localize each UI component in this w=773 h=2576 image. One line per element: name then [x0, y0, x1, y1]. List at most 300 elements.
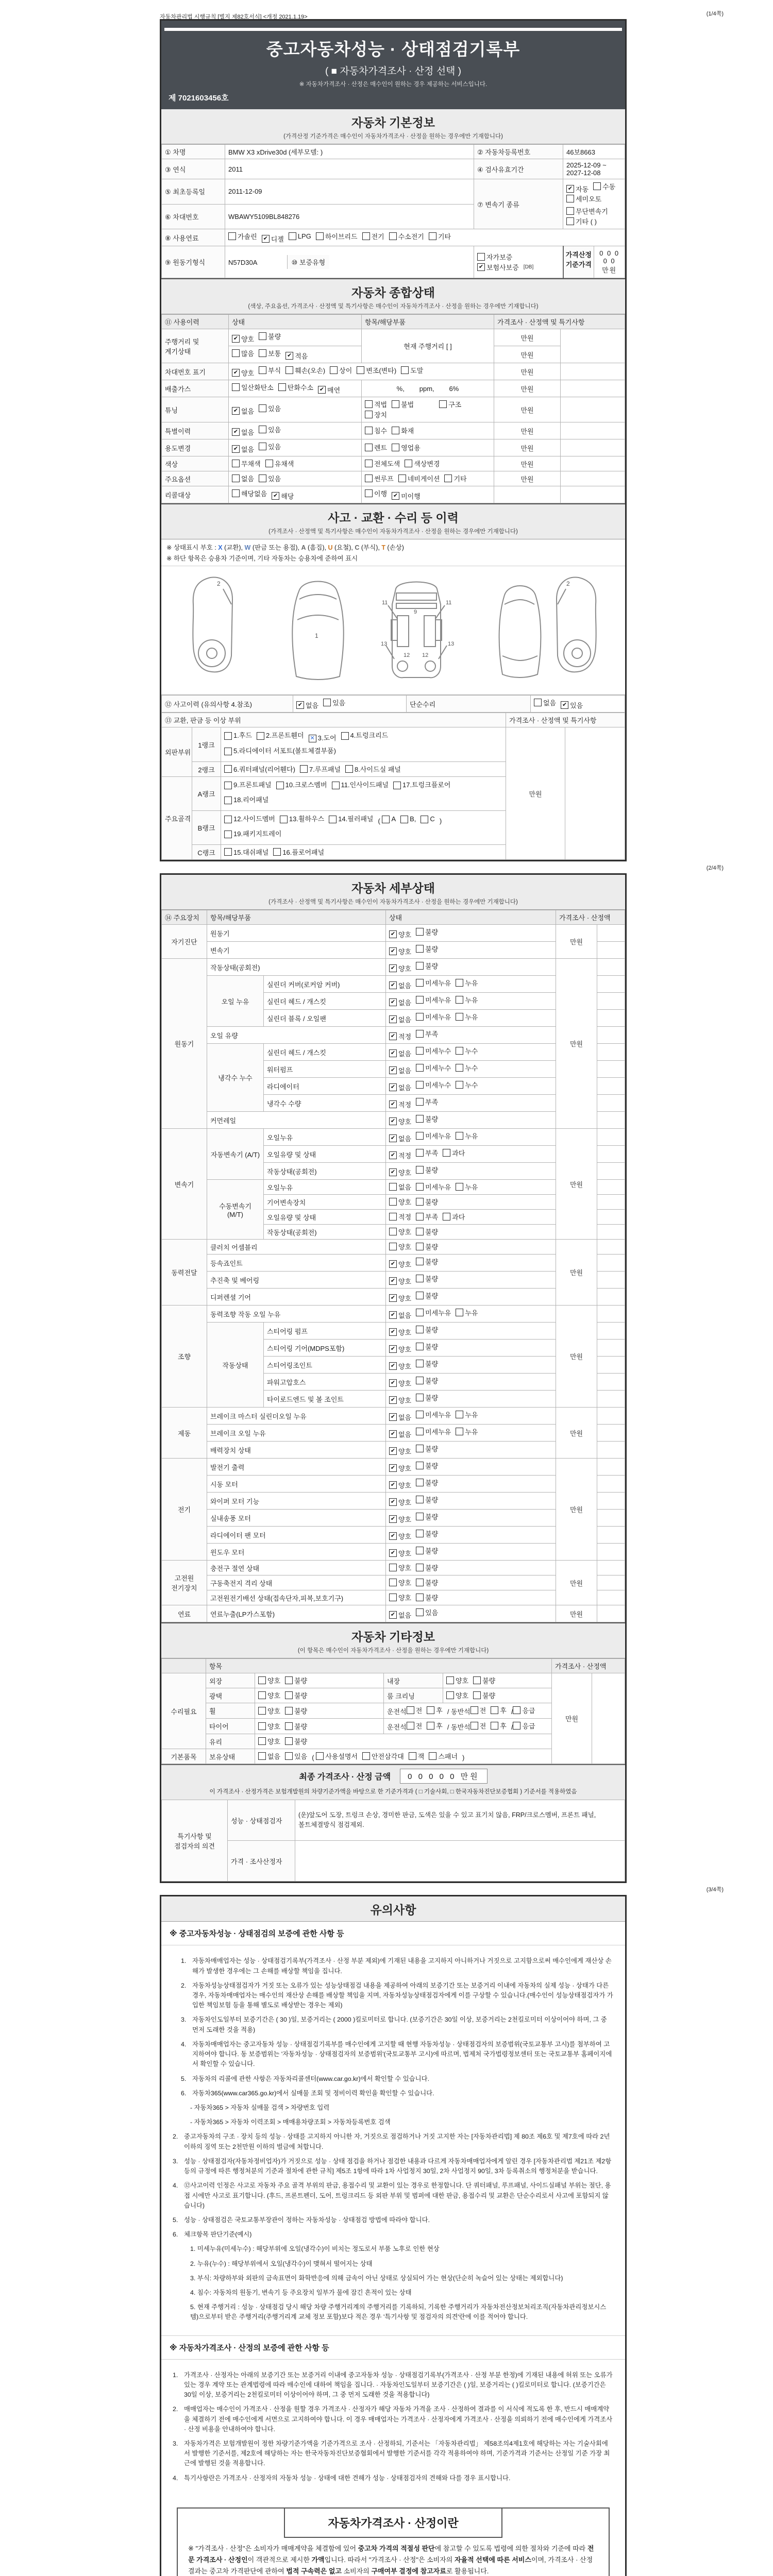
checkbox-label: 18.리어패널 [233, 795, 269, 804]
checkbox-있음[interactable] [323, 698, 345, 707]
checkbox-부족[interactable] [416, 1029, 438, 1039]
notice-title-band [161, 1896, 625, 1922]
checkbox-이행[interactable] [365, 488, 387, 498]
checkbox-수소전기[interactable] [389, 231, 424, 241]
checkbox-색상변경[interactable] [405, 459, 440, 468]
checkbox-구조[interactable] [439, 399, 461, 409]
checkbox-1.후드[interactable] [224, 730, 252, 742]
checkbox-label: 미세누수 [425, 1064, 451, 1073]
checkbox-있음[interactable] [259, 403, 281, 413]
item-number: 6. [173, 2231, 178, 2239]
text: ] [450, 343, 452, 350]
checkbox-없음[interactable]: ✔ 없음 [389, 1429, 411, 1439]
status-checks [386, 1255, 556, 1272]
checkbox-없음[interactable]: ✔ 없음 [389, 1133, 411, 1143]
checkbox-불량[interactable] [416, 1376, 438, 1385]
checkbox-양호[interactable]: ✔ 양호 [389, 1531, 411, 1541]
detail-row [162, 925, 625, 942]
checkbox-label: 네비게이션 [407, 475, 440, 483]
checkbox-없음[interactable]: ✔ 없음 [232, 444, 254, 454]
checkbox-양호[interactable]: ✔ 양호 [389, 1378, 411, 1388]
checkbox-8.사이드실 패널[interactable] [345, 764, 401, 774]
checkbox-불량[interactable] [416, 944, 438, 954]
checkbox-양호[interactable]: ✔ 양호 [389, 1344, 411, 1354]
checkbox-양호[interactable]: ✔ 양호 [389, 1259, 411, 1269]
status-code: U [328, 544, 333, 551]
checkbox-없음[interactable]: ✔ 없음 [232, 427, 254, 437]
checkbox-3.도어[interactable]: ✕ 3.도어 [309, 732, 337, 745]
checkbox-없음[interactable]: ✔ 없음 [389, 1082, 411, 1092]
checkbox-응급[interactable] [513, 1721, 535, 1731]
text: ※ 상태표시 부호 : [166, 544, 219, 551]
checkbox-무단변속기[interactable] [566, 206, 608, 216]
checkbox-label: 불량 [425, 928, 439, 937]
checkbox-전[interactable] [470, 1721, 486, 1731]
checkbox-불량[interactable] [285, 1690, 307, 1700]
checkbox-적정[interactable]: ✔ 적정 [389, 1099, 411, 1109]
checkbox-누유[interactable] [456, 1012, 478, 1022]
checkbox-양호[interactable] [389, 1227, 411, 1236]
checkbox-2.프론트휀더[interactable] [257, 730, 304, 742]
checkbox-누유[interactable] [456, 1131, 478, 1141]
checkbox-없음[interactable] [534, 698, 556, 707]
checkbox-불량[interactable] [285, 1675, 307, 1685]
price-cell: 만원 [556, 1561, 597, 1605]
checkbox-누유[interactable] [456, 1427, 478, 1436]
checkbox-14.필러패널[interactable] [329, 813, 373, 826]
checkbox-양호[interactable]: ✔ 양호 [389, 1327, 411, 1337]
checkbox-양호[interactable] [389, 1242, 411, 1251]
checkbox-불량[interactable] [416, 1444, 438, 1453]
checkbox-매연[interactable]: ✔ 매연 [318, 385, 340, 395]
checkbox-수동[interactable] [593, 181, 615, 191]
checkbox-불량[interactable] [416, 927, 438, 937]
checkbox-기타[interactable] [429, 231, 451, 241]
checkbox-없음[interactable]: ✔ 없음 [389, 1014, 411, 1024]
checkbox-label: 누수 [465, 1081, 478, 1090]
checkbox-적법[interactable] [365, 399, 387, 409]
checkbox-LPG[interactable] [289, 232, 311, 240]
checkbox-불량[interactable] [473, 1690, 495, 1700]
checkbox-누수[interactable] [456, 1063, 478, 1073]
section-title: 유의사항 [370, 1903, 416, 1917]
checkbox-부족[interactable] [416, 1097, 438, 1107]
checkbox-상이[interactable] [330, 365, 352, 375]
checkbox-양호[interactable]: ✔ 양호 [389, 1514, 411, 1524]
checkbox-양호[interactable] [446, 1675, 468, 1685]
text: ) [439, 817, 442, 825]
checkbox-label: 자동 [576, 185, 589, 193]
checkbox-무채색[interactable] [232, 459, 261, 468]
checkbox-보험사보증[interactable]: ✔ 보험사보증 [477, 262, 519, 272]
checkbox-label: 없음 [398, 1431, 412, 1439]
checkbox-일산화탄소[interactable] [232, 382, 274, 392]
checkbox-양호[interactable]: ✔ 양호 [389, 929, 411, 939]
checkbox-label: 양호 [241, 369, 255, 377]
odometer-checks [229, 346, 362, 363]
checkbox-불량[interactable] [416, 1461, 438, 1470]
checkbox-미세누수[interactable] [416, 1046, 451, 1056]
checkbox-불량[interactable] [416, 1578, 438, 1587]
detail-row [162, 1323, 625, 1340]
checkbox-없음[interactable] [258, 1751, 280, 1761]
checkbox-양호[interactable]: ✔ 양호 [389, 1446, 411, 1456]
checkbox-불량[interactable] [416, 1274, 438, 1283]
final-price-note: 이 가격조사 · 산정가격은 보험개발원의 차량기준가액을 바탕으로 한 기준가격과 ( □ 기술사회, □ 한국자동차진단보증협회 ) 기준서를 적용하였음 [161, 1787, 625, 1800]
checkbox-스패너[interactable] [429, 1751, 458, 1761]
checkbox-없음[interactable]: ✔ 없음 [389, 980, 411, 990]
checkbox-양호[interactable]: ✔ 양호 [389, 1463, 411, 1473]
checkbox-불량[interactable] [416, 1325, 438, 1334]
checkbox-양호[interactable]: ✔ 양호 [389, 1167, 411, 1177]
checkbox-적음[interactable]: ✔ 적음 [285, 351, 308, 361]
note-cell [597, 942, 625, 959]
text: / 동반석 [447, 1723, 470, 1732]
checkbox-누유[interactable] [456, 995, 478, 1005]
checkbox-label: 불량 [425, 1462, 439, 1470]
checkbox-있음[interactable] [285, 1751, 307, 1761]
checkbox-불량[interactable] [416, 1512, 438, 1521]
status-checks [386, 976, 556, 993]
checkbox-없음[interactable] [232, 473, 254, 483]
checkbox-양호[interactable]: ✔ 양호 [389, 1293, 411, 1303]
section-accident-header [161, 503, 625, 539]
checkbox-유채색[interactable] [265, 459, 294, 468]
checkbox-9.프론트패널[interactable] [224, 779, 272, 792]
detail-row [162, 1044, 625, 1061]
checkbox-응급[interactable] [513, 1705, 535, 1715]
checkbox-있음[interactable] [259, 473, 281, 483]
checkbox-장치[interactable] [365, 410, 387, 419]
checkbox-4.트렁크리드[interactable] [341, 730, 389, 742]
checkbox-불량[interactable] [416, 961, 438, 971]
checkbox-부족[interactable] [416, 1212, 438, 1222]
checkbox-미세누유[interactable] [416, 1308, 451, 1317]
checkbox-보통[interactable] [259, 348, 281, 358]
checkbox-17.트렁크플로어[interactable] [393, 779, 450, 792]
checkbox-양호[interactable]: ✔ 양호 [389, 946, 411, 956]
checkbox-label: 양호 [398, 1169, 412, 1177]
checkbox-잭[interactable] [409, 1751, 425, 1761]
checkbox-미세누수[interactable] [416, 1063, 451, 1073]
checkbox-해당[interactable]: ✔ 해당 [272, 491, 294, 501]
checkbox-영업용[interactable] [392, 443, 421, 452]
checkbox-있음[interactable] [259, 425, 281, 434]
checkbox-양호[interactable] [389, 1563, 411, 1572]
checkbox-하이브리드[interactable] [316, 231, 358, 241]
checkbox-label: 없음 [398, 1183, 412, 1192]
checkbox-불량[interactable] [416, 1563, 438, 1572]
checkbox-없음[interactable]: ✔ 없음 [389, 1048, 411, 1058]
checkbox-양호[interactable] [258, 1706, 280, 1716]
checkbox-양호[interactable]: ✔ 양호 [389, 1548, 411, 1558]
checkbox-B,[interactable] [400, 813, 416, 826]
checkbox-없음[interactable]: ✔ 없음 [389, 1610, 411, 1620]
checkbox-19.패키지트레이[interactable] [224, 828, 281, 841]
checkbox-화재[interactable] [392, 426, 414, 435]
checkbox-label: 수동 [602, 183, 616, 191]
checkbox-기타[interactable] [444, 473, 466, 483]
note-cell [597, 1357, 625, 1374]
checkbox-전[interactable] [470, 1705, 486, 1715]
checkbox-누유[interactable] [456, 1410, 478, 1419]
checkbox-적정[interactable]: ✔ 적정 [389, 1031, 411, 1041]
checkbox-없음[interactable] [389, 1182, 411, 1192]
item-text: 가격조사 · 산정자는 아래의 보증기간 또는 보증거리 이내에 중고자동차 성능 · 상태점검기록부(가격조사 · 산정 부분 한정)에 기재된 내용에 허위 또는 오류가 있는 경우 계약 또는 관계법령에 따라 매수인에 대하여 책임을 집니다. · 자동차인도일부터 보증기간은 ( )일, 보증거리는 ( )킬로미터로 합니다. (보증기간은 30일 이상, 보증거리는 2천킬로미터 이상이어야 하며, 그 중 먼저 도래한 것을 적용합니다) [184, 2371, 613, 2399]
checkbox-불량[interactable] [285, 1706, 307, 1716]
first-reg-date-value: 2011-12-09 [225, 179, 474, 205]
checkbox-양호[interactable]: ✔ 양호 [389, 1497, 411, 1507]
checkbox-있음[interactable] [416, 1607, 438, 1617]
checkbox-label: 12.사이드멤버 [233, 815, 275, 823]
bold-text: 법적 구속력은 없고 [286, 2567, 342, 2575]
checkbox-양호[interactable] [389, 1578, 411, 1587]
checkbox-양호[interactable]: ✔ 양호 [232, 334, 254, 344]
checkbox-13.휠하우스[interactable] [280, 813, 324, 826]
item-label: 브레이크 오일 누유 [207, 1425, 386, 1442]
checkbox-전[interactable] [407, 1705, 423, 1715]
checkbox-없음[interactable]: ✔ 없음 [389, 1065, 411, 1075]
checkbox-후[interactable] [491, 1705, 507, 1715]
detail-row [162, 1527, 625, 1544]
checkbox-미세누유[interactable] [416, 1182, 451, 1192]
checkbox-label: 불량 [294, 1722, 308, 1731]
checkbox-16.플로어패널[interactable] [273, 847, 324, 857]
checkbox-label: 미세누유 [425, 1309, 451, 1317]
checkbox-많음[interactable] [232, 348, 254, 358]
header-inner-bar [164, 28, 622, 31]
checkbox-세미오토[interactable] [566, 194, 601, 204]
checkbox-label: 응급 [522, 1707, 535, 1715]
checkbox-있음[interactable] [259, 442, 281, 451]
checkbox-불량[interactable] [416, 1165, 438, 1175]
checkbox-렌트[interactable] [365, 443, 387, 452]
checkbox-18.리어패널[interactable] [224, 794, 268, 807]
checkbox-전[interactable] [407, 1721, 423, 1731]
checkbox-없음[interactable]: ✔ 없음 [389, 1310, 411, 1320]
appraisal-box-body [188, 2543, 598, 2576]
note-cell [597, 925, 625, 942]
checkbox-불량[interactable] [416, 1359, 438, 1368]
checkbox-불량[interactable] [416, 1197, 438, 1207]
checkbox-6.쿼터패널(리어휀다)[interactable] [224, 764, 295, 774]
checkbox-양호[interactable]: ✔ 양호 [389, 1276, 411, 1286]
checkbox-디젤[interactable]: ✔ 디젤 [262, 234, 284, 244]
checkbox-label: 양호 [398, 1482, 412, 1490]
checkbox-변조(변타)[interactable] [357, 365, 396, 375]
checkbox-양호[interactable]: ✔ 양호 [389, 1480, 411, 1490]
column-header: 상태 [386, 910, 556, 925]
checkbox-10.크로스멤버[interactable] [276, 779, 327, 792]
note-cell [597, 1112, 625, 1129]
checkbox-C[interactable] [421, 813, 434, 826]
checkbox-불량[interactable] [416, 1114, 438, 1124]
detail-row [162, 1289, 625, 1306]
checkbox-label: 있음 [268, 443, 281, 451]
checkbox-후[interactable] [491, 1721, 507, 1731]
checkbox-미세누유[interactable] [416, 1410, 451, 1419]
checkbox-양호[interactable]: ✔ 양호 [232, 368, 254, 378]
checkbox-미세누유[interactable] [416, 978, 451, 988]
checkbox-불량[interactable] [416, 1546, 438, 1555]
item-text: 성능 · 상태점검은 국토교통부장관이 정하는 자동차성능 · 상태점검 방법에 따라야 합니다. [184, 2216, 430, 2224]
checkbox-양호[interactable] [258, 1721, 280, 1731]
checkbox-미세누유[interactable] [416, 1427, 451, 1436]
checkbox-훼손(오손)[interactable] [285, 365, 325, 375]
checkbox-미세누유[interactable] [416, 1131, 451, 1141]
checkbox-양호[interactable]: ✔ 양호 [389, 963, 411, 973]
checkbox-불량[interactable] [416, 1291, 438, 1300]
warranty-type-checks [474, 246, 563, 278]
checkbox-적정[interactable] [389, 1212, 411, 1222]
checkbox-5.라디에이터 서포트(볼트체결부품)[interactable] [224, 745, 336, 758]
checkbox-사용설명서[interactable] [316, 1751, 358, 1761]
checkbox-label: 누유 [465, 1309, 478, 1317]
checkbox-양호[interactable] [258, 1736, 280, 1746]
checkbox-탄화수소[interactable] [278, 382, 313, 392]
checkbox-부식[interactable] [259, 365, 281, 375]
checkbox-없음[interactable]: ✔ 없음 [232, 406, 254, 416]
checkbox-누유[interactable] [456, 1182, 478, 1192]
status-checks [386, 993, 556, 1010]
checkbox-불량[interactable] [416, 1393, 438, 1402]
checkbox-불량[interactable] [416, 1529, 438, 1538]
checkbox-불량[interactable] [416, 1242, 438, 1251]
checkbox-불량[interactable] [416, 1495, 438, 1504]
price-cell: 만원 [494, 439, 561, 456]
status-checks [386, 1476, 556, 1493]
checkbox-label: 양호 [267, 1707, 281, 1715]
checkbox-label: 있음 [332, 699, 346, 707]
inspector-opinion-text: (운)앞도어 도장, 트렁크 손상, 경미한 판금, 도색은 있을 수 있고 표기치 않음, FRP/크로스멤버, 프론트 패널, 볼트체결방식 점검제외. [295, 1800, 625, 1841]
checkbox-불량[interactable] [285, 1736, 307, 1746]
checkbox-label: 불량 [425, 1445, 439, 1453]
rank-label: B랭크 [192, 811, 221, 845]
note-cell [597, 1391, 625, 1408]
checkbox-누수[interactable] [456, 1046, 478, 1056]
checkbox-누유[interactable] [456, 978, 478, 988]
checkbox-미세누유[interactable] [416, 995, 451, 1005]
checkbox-label: 과다 [452, 1213, 465, 1222]
checkbox-양호[interactable]: ✔ 양호 [389, 1116, 411, 1126]
checkbox-해당없음[interactable] [232, 488, 267, 498]
checkbox-있음[interactable]: ✔ 있음 [561, 700, 583, 710]
sub-group-label: 수동변속기 (M/T) [207, 1180, 264, 1240]
note-cell [597, 1476, 625, 1493]
item-label: 원동기 [207, 925, 386, 942]
checkbox-불량[interactable] [416, 1592, 438, 1602]
item-label: 추진축 및 베어링 [207, 1272, 386, 1289]
checkbox-11.인사이드패널[interactable] [332, 779, 389, 792]
price-cell: 만원 [556, 1408, 597, 1459]
note-cell [561, 363, 625, 380]
checkbox-label: 무채색 [241, 460, 261, 468]
device-label: 자기진단 [162, 925, 207, 959]
checkbox-불량[interactable] [473, 1675, 495, 1685]
note-cell [597, 1163, 625, 1180]
checkbox-썬루프[interactable] [365, 473, 394, 483]
checkbox-7.루프패널[interactable] [300, 764, 341, 774]
checkbox-불량[interactable] [416, 1478, 438, 1487]
checkbox-자동[interactable]: ✔ 자동 [566, 184, 589, 194]
checkbox-label: 양호 [398, 1564, 412, 1572]
checkbox-없음[interactable]: ✔ 없음 [389, 1412, 411, 1422]
item-number: 3. [181, 2016, 187, 2024]
checkbox-후[interactable] [427, 1721, 443, 1731]
checkbox-label: 누유 [465, 996, 478, 1005]
checkbox-label: 세미오토 [576, 195, 602, 203]
checkbox-후[interactable] [427, 1705, 443, 1715]
checkbox-침수[interactable] [365, 426, 387, 435]
checkbox-자가보증[interactable] [477, 252, 512, 262]
checkbox-15.대쉬패널[interactable] [224, 847, 268, 857]
checkbox-누수[interactable] [456, 1080, 478, 1090]
checkbox-안전삼각대[interactable] [362, 1751, 404, 1761]
checkbox-부족[interactable] [416, 1148, 438, 1158]
checkbox-전체도색[interactable] [365, 459, 400, 468]
checkbox-양호[interactable] [258, 1675, 280, 1685]
checkbox-없음[interactable]: ✔ 없음 [389, 997, 411, 1007]
checkbox-도말[interactable] [401, 365, 423, 375]
checkbox-네비게이션[interactable] [398, 473, 440, 483]
checkbox-적정[interactable]: ✔ 적정 [389, 1150, 411, 1160]
item-text: 체크항목 판단기준(예시) [184, 2231, 252, 2239]
checkbox-양호[interactable] [389, 1197, 411, 1207]
checkbox-불량[interactable] [416, 1227, 438, 1236]
diagram-label: 12 [422, 652, 429, 658]
checkbox-불량[interactable] [416, 1257, 438, 1266]
checkbox-불량[interactable] [259, 331, 281, 341]
checkbox-label: 누유 [465, 1132, 478, 1141]
item-text: 매매업자는 매수인이 가격조사 · 산정을 원할 경우 가격조사 · 산정자가 해당 자동차 가격을 조사 · 산정하여 결과를 이 서식에 적도록 한 후, 반드시 매매계약을 체결하기 전에 매수인에게 서면으로 고지하여야 합니다. 이 경우 매매업자는 가격조사 · 산정자에게 가격조사 · 산정을 의뢰하기 전에 매수인에게 가격조사 · 산정 비용을 안내하여야 합니다. [184, 2405, 613, 2433]
notice-sub-item: - 자동차365 > 자동차 실매물 검색 > 차량번호 입력 [190, 2104, 330, 2111]
checkbox-가솔린[interactable] [228, 231, 257, 241]
bold-text: 가액 [311, 2555, 325, 2564]
checkbox-불량[interactable] [416, 1342, 438, 1351]
checkbox-불량[interactable] [285, 1721, 307, 1731]
rankA-checks [221, 777, 506, 811]
checkbox-12.사이드멤버[interactable] [224, 813, 275, 826]
checkbox-기타 ( )[interactable] [566, 216, 597, 226]
checkbox-양호[interactable]: ✔ 양호 [389, 1395, 411, 1405]
text: 소비자의 [341, 2567, 372, 2575]
status-checks [386, 1289, 556, 1306]
checkbox-누유[interactable] [456, 1308, 478, 1317]
checkbox-미이행[interactable]: ✔ 미이행 [392, 491, 421, 501]
checkbox-전기[interactable] [362, 231, 384, 241]
checkbox-불법[interactable] [392, 399, 414, 409]
checkbox-미세누수[interactable] [416, 1080, 451, 1090]
checkbox-양호[interactable] [389, 1592, 411, 1602]
fuel-type-checks [225, 229, 625, 246]
checkbox-A[interactable] [382, 813, 396, 826]
checkbox-미세누유[interactable] [416, 1012, 451, 1022]
section-subtitle: (색상, 주요옵션, 가격조사 · 산정액 및 특기사항은 매수인이 자동차가격조사 · 산정을 원하는 경우에만 기재합니다) [248, 303, 539, 310]
checkbox-양호[interactable] [446, 1690, 468, 1700]
item-label: 실린더 헤드 / 개스킷 [264, 993, 386, 1010]
detail-row [162, 976, 625, 993]
checkbox-없음[interactable]: ✔ 없음 [296, 700, 318, 710]
item-label: 스티어링조인트 [264, 1357, 386, 1374]
checkbox-label: 19.패키지트레이 [233, 829, 282, 838]
detail-row [162, 1442, 625, 1459]
checkbox-과다[interactable] [443, 1148, 465, 1158]
checkbox-양호[interactable]: ✔ 양호 [389, 1361, 411, 1371]
checkbox-과다[interactable] [443, 1212, 465, 1222]
checkbox-label: 많음 [241, 350, 255, 358]
device-label: 원동기 [162, 959, 207, 1129]
checkbox-양호[interactable] [258, 1690, 280, 1700]
